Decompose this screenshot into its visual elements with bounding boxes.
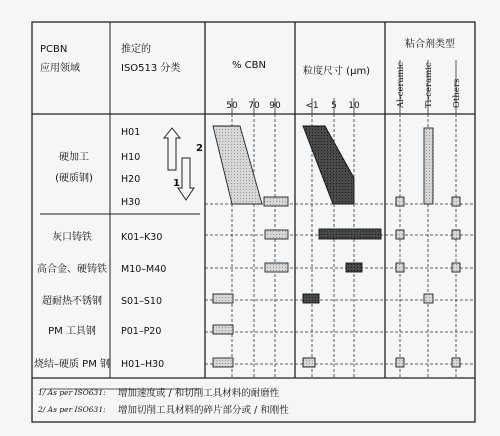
cbn-bar-pm-tool-steel <box>213 325 233 334</box>
footnote-1-text: 增加速度或 / 和切削工具材料的耐磨性 <box>118 388 280 399</box>
column-guide-lines <box>232 60 456 378</box>
grain-tick-lt1: <1 <box>305 101 319 111</box>
cbn-bar-grey-cast-iron <box>265 230 288 239</box>
grain-bar-superalloy <box>303 294 319 303</box>
iso-h30: H30 <box>121 197 141 208</box>
cbn-bar-hard-machining-high <box>264 197 288 206</box>
binder-others-sintered <box>452 358 460 367</box>
grain-bars <box>303 126 381 367</box>
binder-others-grey <box>452 230 460 239</box>
binder-ti-superalloy <box>424 294 433 303</box>
cbn-bar-superalloy <box>213 294 233 303</box>
binder-al-ceramic: Al-ceramic <box>396 61 406 108</box>
header-binder-title: 粘合剂类型 <box>405 39 455 50</box>
row-grey-cast-iron: 灰口铸铁 <box>52 232 92 243</box>
row-sintered-pm-steel: 烧结–硬质 PM 钢 <box>33 359 111 370</box>
footnote-1-mark: 1/ As per ISO631: <box>38 388 106 397</box>
grain-bar-grey-cast-iron <box>319 229 381 239</box>
header-col2-line2: ISO513 分类 <box>121 63 181 74</box>
grain-bar-sintered-pm <box>303 358 315 367</box>
row-superalloy: 超耐热不锈钢 <box>42 296 102 307</box>
cbn-bar-high-alloy <box>265 263 288 272</box>
binder-others: Others <box>452 78 462 108</box>
cbn-bar-hard-machining <box>213 126 262 204</box>
iso-h20: H20 <box>121 174 141 185</box>
header-cbn-title: % CBN <box>232 60 267 71</box>
header-col1-line1: PCBN <box>40 44 68 55</box>
row-pm-tool-steel: PM 工具钢 <box>48 326 96 337</box>
footnote-2-text: 增加切削工具材料的碎片部分或 / 和刚性 <box>118 405 289 416</box>
iso-s01-s10: S01–S10 <box>121 296 162 307</box>
row-high-alloy: 高合金、硬铸铁 <box>37 264 107 275</box>
cbn-bar-sintered-pm <box>213 358 233 367</box>
arrow-label-1: 1 <box>173 178 180 189</box>
arrow-label-2: 2 <box>196 143 203 154</box>
cbn-bars <box>213 126 288 367</box>
grain-bar-high-alloy <box>346 263 362 272</box>
iso-p01-p20: P01–P20 <box>121 326 162 337</box>
iso-m10-m40: M10–M40 <box>121 264 167 275</box>
grain-tick-5: 5 <box>331 101 337 111</box>
iso-h10: H10 <box>121 152 141 163</box>
cbn-tick-50: 50 <box>226 101 238 111</box>
header-col2-line1: 推定的 <box>121 44 151 55</box>
row-hard-machining-line2: (硬质钢) <box>55 173 93 184</box>
row-hard-machining-line1: 硬加工 <box>59 152 89 163</box>
footnote-2-mark: 2/ As per ISO631: <box>38 405 106 414</box>
cbn-tick-70: 70 <box>248 101 260 111</box>
iso-h01-h30: H01–H30 <box>121 359 165 370</box>
row-guide-lines <box>205 204 475 364</box>
header-grain-title: 粒度尺寸 (μm) <box>303 66 371 77</box>
binder-al-grey <box>396 230 404 239</box>
binder-ti-hard <box>424 128 433 204</box>
binder-ti-ceramic: Ti-ceramic <box>424 62 434 108</box>
binder-al-alloy <box>396 263 404 272</box>
binder-al-sintered <box>396 358 404 367</box>
iso-h01: H01 <box>121 127 141 138</box>
binder-others-alloy <box>452 263 460 272</box>
header-col1-line2: 应用领域 <box>40 63 80 74</box>
double-arrow-icon <box>164 128 194 200</box>
binder-others-hard <box>452 197 460 206</box>
iso-k01-k30: K01–K30 <box>121 232 163 243</box>
grain-bar-hard-machining <box>303 126 354 204</box>
cbn-tick-90: 90 <box>269 101 281 111</box>
binder-al-hard <box>396 197 404 206</box>
grain-tick-10: 10 <box>348 101 360 111</box>
